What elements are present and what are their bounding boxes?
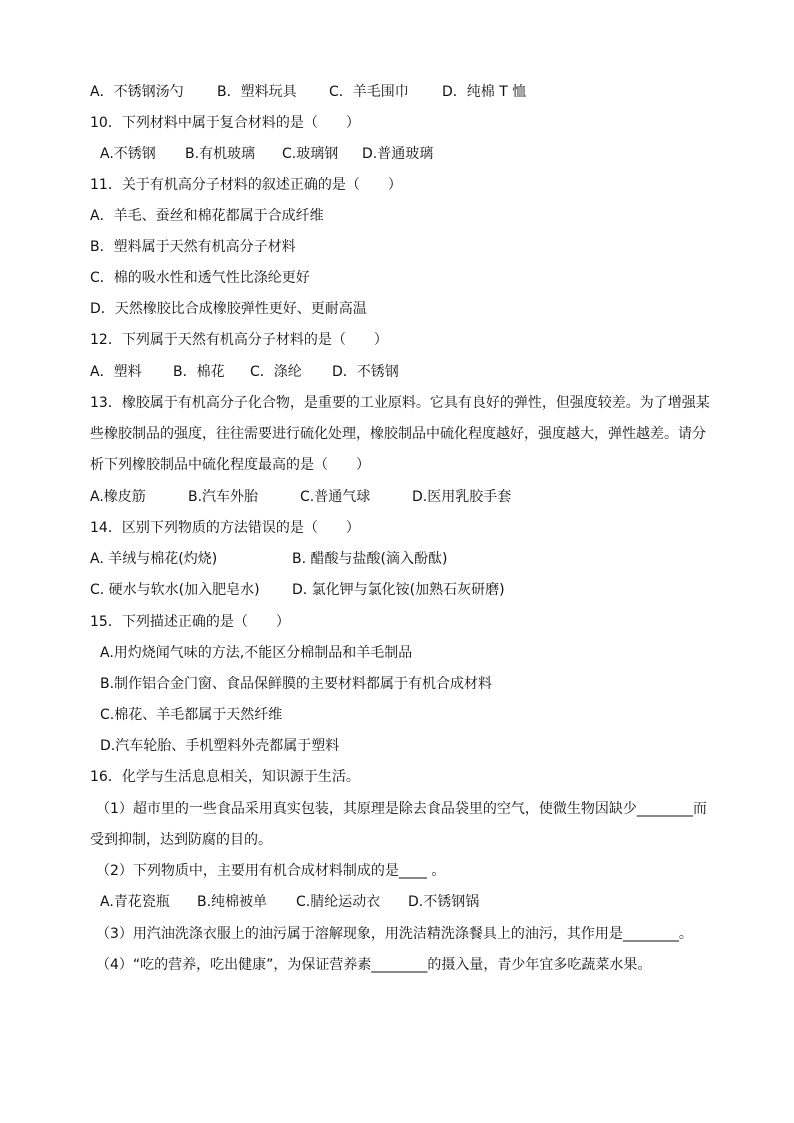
q14-options-row-1	[90, 549, 710, 569]
q12-option-a: A．塑料	[90, 364, 142, 380]
q12-option-b: B．棉花	[173, 364, 225, 380]
q14-option-c: C. 硬水与软水(加入肥皂水)	[90, 582, 260, 598]
q16-part4: （4）“吃的营养，吃出健康”，为保证营养素________的摄入量，青少年宜多吃蔬菜水果。	[96, 957, 652, 973]
q11-option-a: A．羊毛、蚕丝和棉花都属于合成纤维	[90, 208, 324, 224]
q16-part1-line-1: （1）超市里的一些食品采用真实包装，其原理是除去食品袋里的空气，使微生物因缺少________而	[96, 801, 707, 817]
q14-option-a: A. 羊绒与棉花(灼烧)	[90, 551, 218, 567]
q16-part2-options	[100, 892, 720, 912]
q13-stem-line-2: 些橡胶制品的强度，往往需要进行硫化处理，橡胶制品中硫化程度越好，强度越大，弹性越差。请分	[90, 426, 706, 442]
q10-option-d: D.普通玻璃	[362, 146, 434, 162]
q14-options-row-2	[90, 580, 710, 600]
q15-option-c: C.棉花、羊毛都属于天然纤维	[100, 707, 283, 723]
q13-options	[90, 487, 710, 507]
q16-option-c: C.腈纶运动衣	[296, 894, 381, 910]
q11-stem: 11．关于有机高分子材料的叙述正确的是（ ）	[90, 177, 402, 193]
q16-stem: 16．化学与生活息息相关，知识源于生活。	[90, 769, 360, 785]
q11-option-b: B．塑料属于天然有机高分子材料	[90, 239, 296, 255]
q13-stem-line-3: 析下列橡胶制品中硫化程度最高的是（ ）	[90, 457, 370, 473]
q10-option-a: A.不锈钢	[100, 146, 156, 162]
q12-options	[90, 362, 710, 382]
q9-option-d: D．纯棉 T 恤	[442, 84, 527, 100]
q11-option-c: C．棉的吸水性和透气性比涤纶更好	[90, 270, 310, 286]
q12-option-c: C．涤纶	[250, 364, 302, 380]
q15-option-b: B.制作铝合金门窗、食品保鲜膜的主要材料都属于有机合成材料	[100, 676, 493, 692]
q9-option-a: A．不锈钢汤勺	[90, 84, 184, 100]
q16-part2: （2）下列物质中，主要用有机合成材料制成的是____ 。	[96, 863, 446, 879]
q14-option-d: D. 氯化钾与氯化铵(加熟石灰研磨)	[292, 582, 505, 598]
q13-option-c: C.普通气球	[300, 489, 371, 505]
q16-part1-line-2: 受到抑制，达到防腐的目的。	[90, 832, 272, 848]
q15-option-d: D.汽车轮胎、手机塑料外壳都属于塑料	[100, 738, 340, 754]
q16-option-d: D.不锈钢锅	[408, 894, 480, 910]
q14-stem: 14．区别下列物质的方法错误的是（ ）	[90, 520, 360, 536]
q10-option-b: B.有机玻璃	[185, 146, 256, 162]
q16-option-a: A.青花瓷瓶	[100, 894, 170, 910]
q13-option-d: D.医用乳胶手套	[412, 489, 512, 505]
q10-stem: 10．下列材料中属于复合材料的是（ ）	[90, 115, 360, 131]
q16-option-b: B.纯棉被单	[197, 894, 268, 910]
q10-option-c: C.玻璃钢	[282, 146, 339, 162]
q11-option-d: D．天然橡胶比合成橡胶弹性更好、更耐高温	[90, 301, 367, 317]
q9-option-b: B．塑料玩具	[217, 84, 297, 100]
q13-stem-line-1: 13．橡胶属于有机高分子化合物，是重要的工业原料。它具有良好的弹性，但强度较差。为了增强某	[90, 395, 710, 411]
q12-stem: 12．下列属于天然有机高分子材料的是（ ）	[90, 332, 388, 348]
q15-option-a: A.用灼烧闻气味的方法,不能区分棉制品和羊毛制品	[100, 645, 413, 661]
q9-options	[90, 82, 710, 102]
q12-option-d: D．不锈钢	[332, 364, 399, 380]
q13-option-b: B.汽车外胎	[188, 489, 259, 505]
q9-option-c: C．羊毛围巾	[329, 84, 409, 100]
q15-stem: 15．下列描述正确的是（ ）	[90, 614, 290, 630]
q10-options	[100, 144, 720, 164]
q16-part3: （3）用汽油洗涤衣服上的油污属于溶解现象，用洗洁精洗涤餐具上的油污，其作用是________。	[96, 926, 693, 942]
q13-option-a: A.橡皮筋	[90, 489, 146, 505]
q14-option-b: B. 醋酸与盐酸(滴入酚酞)	[292, 551, 448, 567]
